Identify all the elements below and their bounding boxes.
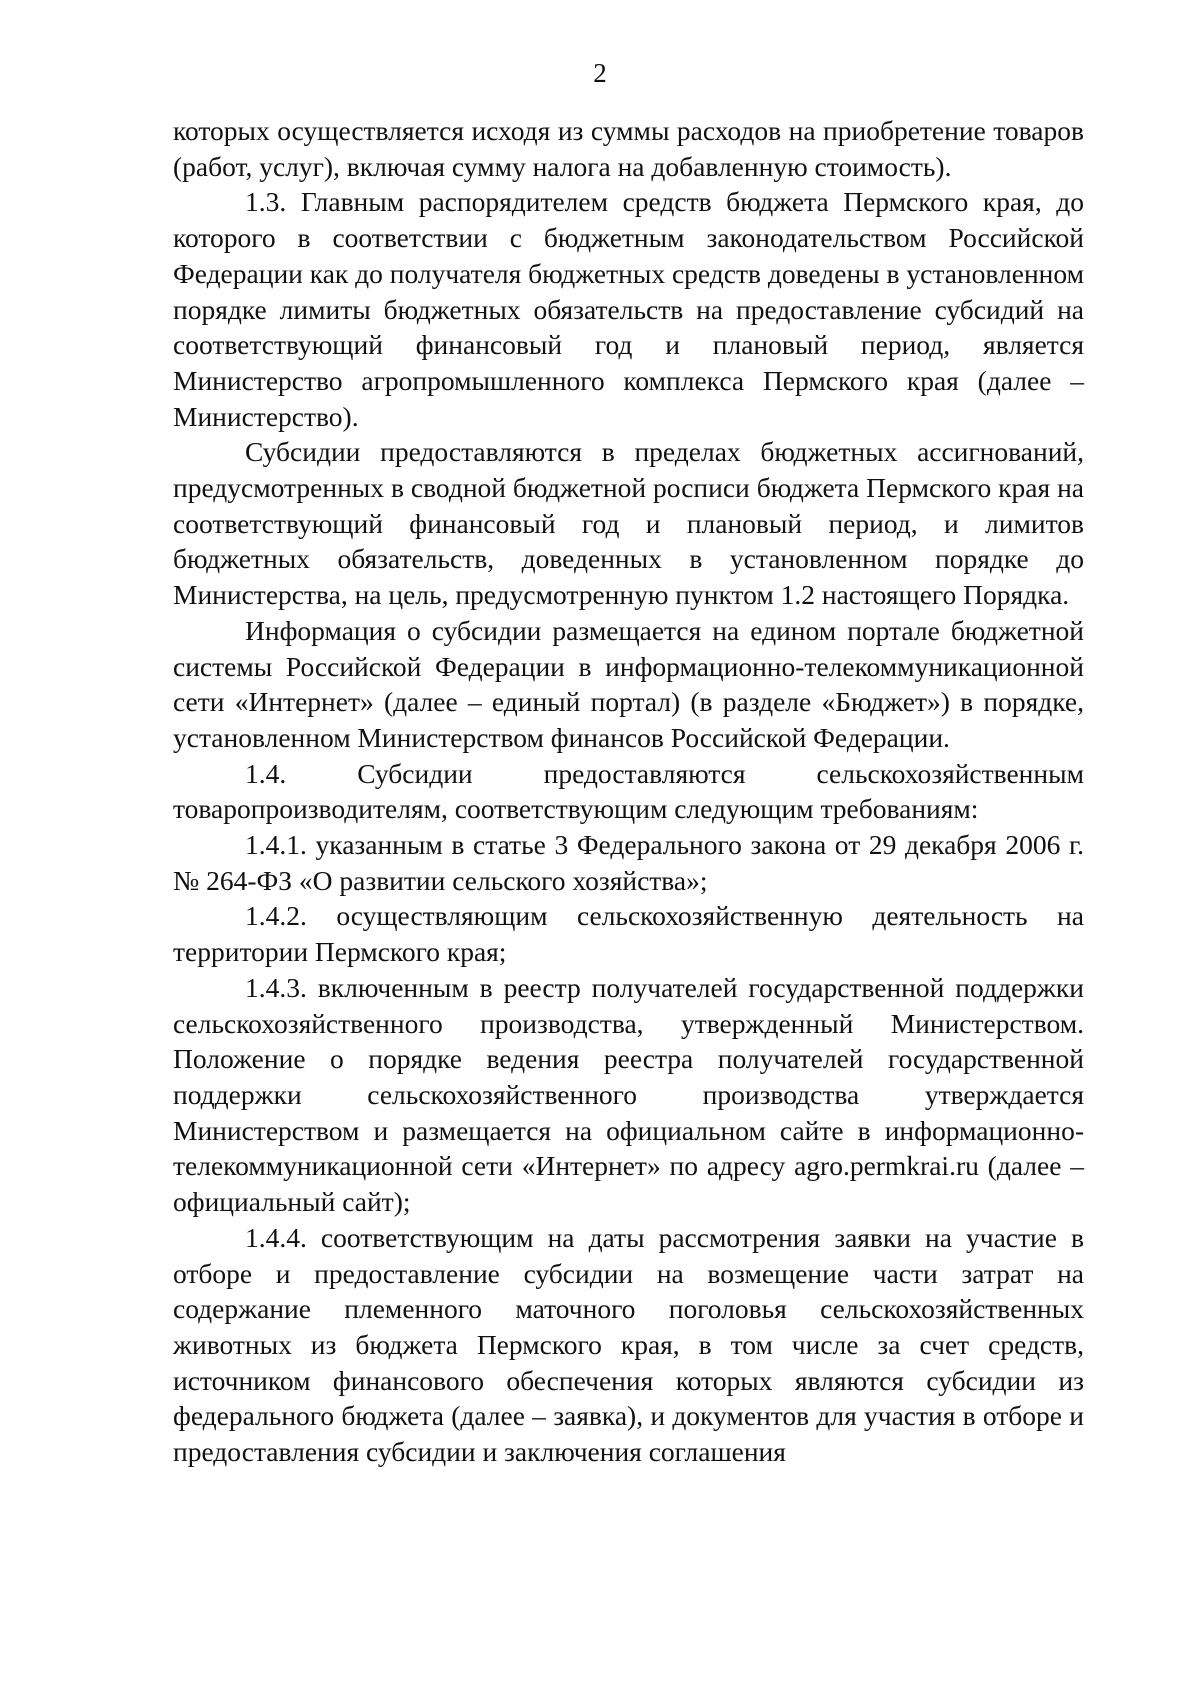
paragraph-1-4-2: 1.4.2. осуществляющим сельскохозяйственную деятельность на территории Пермского края; bbox=[173, 900, 1084, 968]
paragraph-1-3: 1.3. Главным распорядителем средств бюджета Пермского края, до которого в соответствии с бюджетным законодательством Российской Федерации как до получателя бюджетных средств доведены в установленном порядке лимиты бюджетных обязательств на предоставление субсидий на соответствующий финансовый год и плановый период, является Министерство агропромышленного комплекса Пермского края (далее – Министерство). bbox=[173, 186, 1084, 432]
document-body bbox=[173, 113, 1084, 1470]
page-number: 2 bbox=[593, 58, 607, 88]
paragraph-subsidies-limits: Субсидии предоставляются в пределах бюджетных ассигнований, предусмотренных в сводной бюджетной росписи бюджета Пермского края на соответствующий финансовый год и плановый период, и лимитов бюджетных обязательств, доведенных в установленном порядке до Министерства, на цель, предусмотренную пунктом 1.2 настоящего Порядка. bbox=[173, 436, 1084, 611]
paragraph-1-4-3: 1.4.3. включенным в реестр получателей государственной поддержки сельскохозяйственного производства, утвержденный Министерством. Положение о порядке ведения реестра получателей государственной поддержки сельскохозяйственного производства утверждается Министерством и размещается на официальном сайте в информационно-телекоммуникационной сети «Интернет» по адресу agro.permkrai.ru (далее – официальный сайт); bbox=[173, 971, 1084, 1218]
paragraph-1-4-4: 1.4.4. соответствующим на даты рассмотрения заявки на участие в отборе и предоставление субсидии на возмещение части затрат на содержание племенного маточного поголовья сельскохозяйственных животных из бюджета Пермского края, в том числе за счет средств, источником финансового обеспечения которых являются субсидии из федерального бюджета (далее – заявка), и документов для участия в отборе и предоставления субсидии и заключения соглашения bbox=[173, 1221, 1084, 1468]
paragraph-continuation: которых осуществляется исходя из суммы расходов на приобретение товаров (работ, услуг), включая сумму налога на добавленную стоимость). bbox=[173, 115, 1084, 182]
paragraph-1-4: 1.4. Субсидии предоставляются сельскохозяйственным товаропроизводителям, соответствующим следующим требованиям: bbox=[173, 757, 1084, 825]
paragraph-1-4-1: 1.4.1. указанным в статье 3 Федерального закона от 29 декабря 2006 г. № 264-ФЗ «О развитии сельского хозяйства»; bbox=[173, 829, 1084, 896]
paragraph-portal-info: Информация о субсидии размещается на едином портале бюджетной системы Российской Федерации в информационно-телекоммуникационной сети «Интернет» (далее – единый портал) (в разделе «Бюджет») в порядке, установленном Министерством финансов Российской Федерации. bbox=[173, 614, 1084, 753]
